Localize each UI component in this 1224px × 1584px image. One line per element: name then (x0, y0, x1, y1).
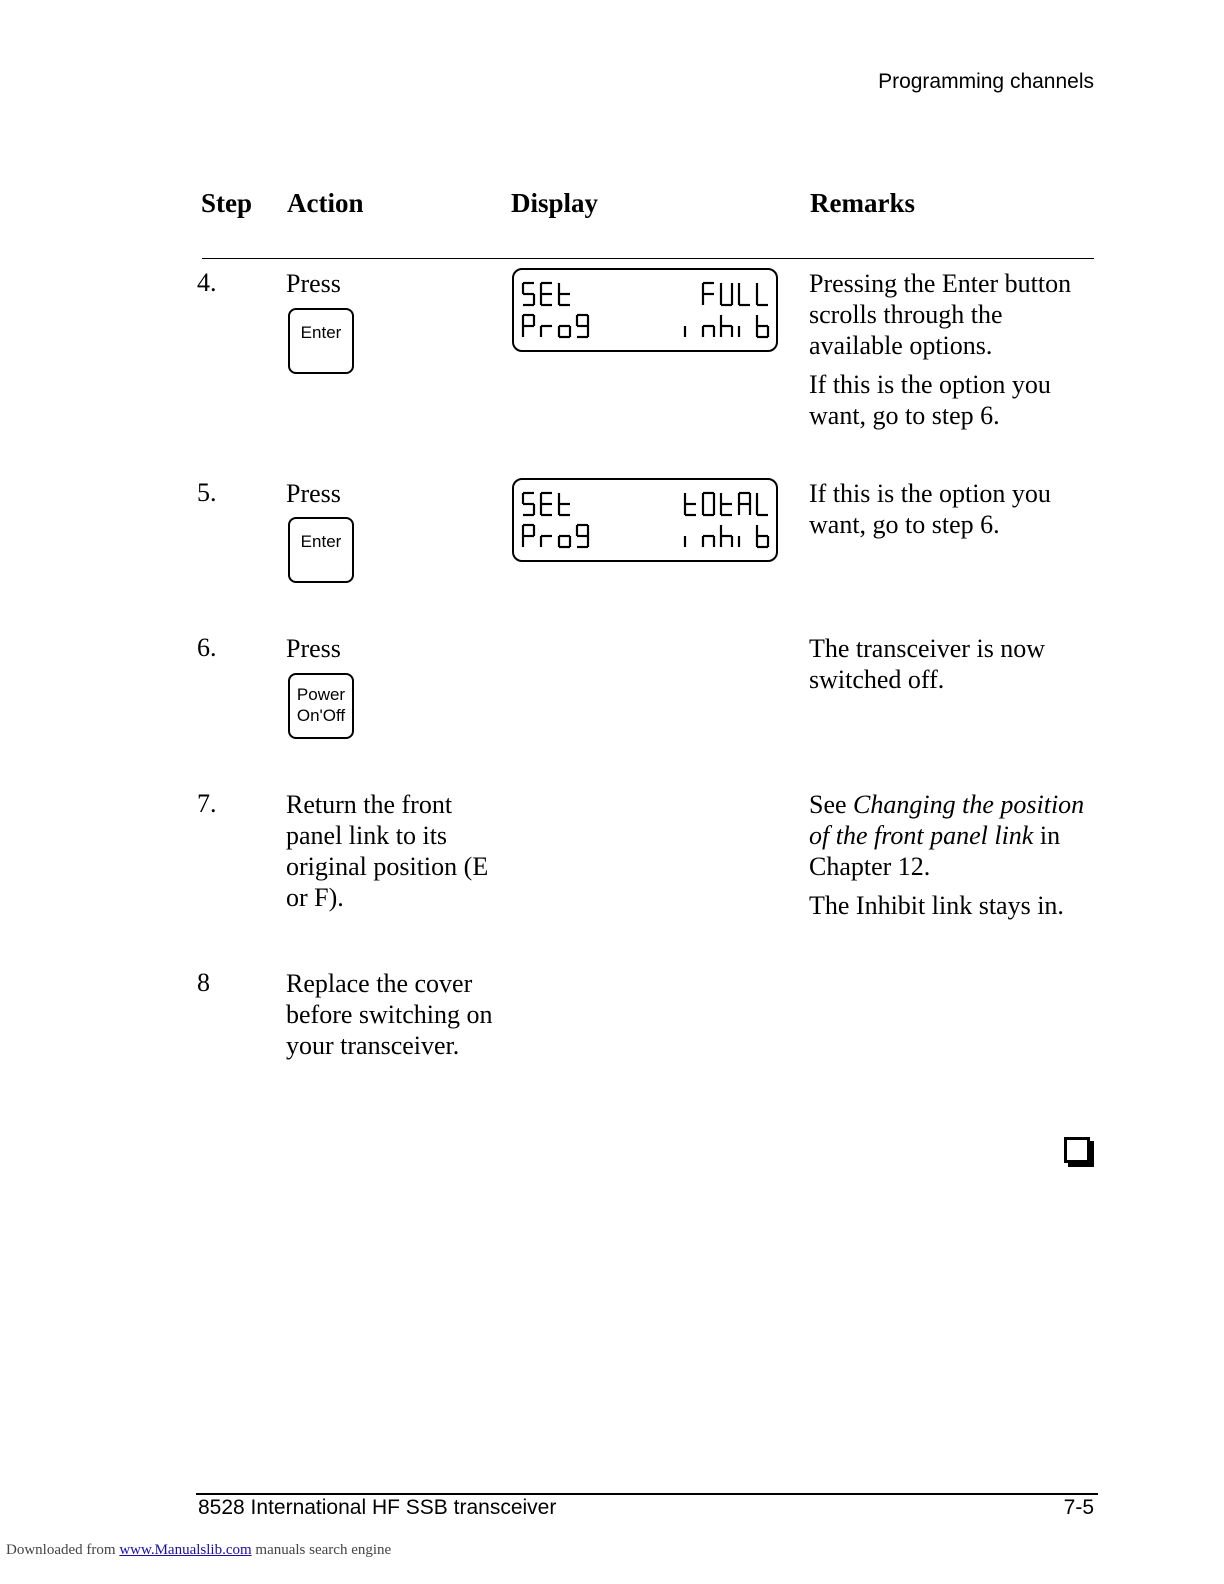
download-prefix: Downloaded from (6, 1542, 120, 1558)
enter-key-icon (288, 517, 354, 583)
step-8-number: 8 (197, 968, 210, 997)
remark-text: If this is the option you want, go to step 6. (809, 370, 1051, 430)
step-5-remarks (809, 478, 1099, 540)
remark-prefix: See (809, 790, 854, 819)
download-suffix: manuals search engine (251, 1542, 392, 1558)
step-7-remarks (809, 789, 1099, 921)
step-4-action: Press (286, 269, 341, 298)
power-key-icon (288, 673, 354, 739)
key-label: Enter (300, 532, 342, 551)
step-6-number: 6. (197, 633, 217, 662)
step-7-action: Return the front panel link to its original position (E or F). (286, 790, 489, 912)
download-note (6, 1542, 391, 1559)
column-header-remarks: Remarks (810, 188, 915, 218)
remark-text: The transceiver is now switched off. (809, 634, 1046, 694)
lcd-display-step-5 (512, 478, 778, 562)
manualslib-link[interactable]: www.Manualslib.com (119, 1542, 252, 1558)
lcd-segments (514, 270, 780, 354)
end-of-section-icon (1064, 1137, 1090, 1163)
step-6-action: Press (286, 634, 341, 663)
step-5-action: Press (286, 479, 341, 508)
remark-cross-reference (809, 789, 1099, 882)
page-number: 7-5 (1063, 1496, 1094, 1519)
column-header-action: Action (287, 188, 364, 218)
remark-text: If this is the option you want, go to step 6. (809, 479, 1051, 539)
key-label-line1: Power (296, 685, 346, 704)
column-header-step: Step (201, 188, 253, 218)
step-6-remarks (809, 633, 1099, 695)
lcd-segments (514, 480, 780, 564)
running-head: Programming channels (878, 70, 1094, 93)
step-7-number: 7. (197, 789, 217, 818)
step-5-number: 5. (197, 478, 217, 507)
step-4-remarks (809, 268, 1099, 431)
key-label-line2: On'Off (296, 706, 346, 725)
column-header-display: Display (511, 188, 599, 218)
step-4-number: 4. (197, 268, 217, 297)
header-rule (202, 258, 1094, 259)
chapter-reference: Changing the position of the front panel link (809, 790, 1085, 850)
footer-rule (196, 1493, 1098, 1495)
lcd-display-step-4 (512, 268, 778, 352)
remark-suffix: in Chapter 12. (809, 821, 1061, 881)
step-8-action: Replace the cover before switching on your transceiver. (286, 969, 493, 1060)
remark-text: Pressing the Enter button scrolls through the available options. (809, 269, 1072, 360)
remark-text: The Inhibit link stays in. (809, 891, 1064, 920)
footer-title: 8528 International HF SSB transceiver (198, 1496, 557, 1519)
key-label: Enter (300, 323, 342, 342)
enter-key-icon (288, 308, 354, 374)
